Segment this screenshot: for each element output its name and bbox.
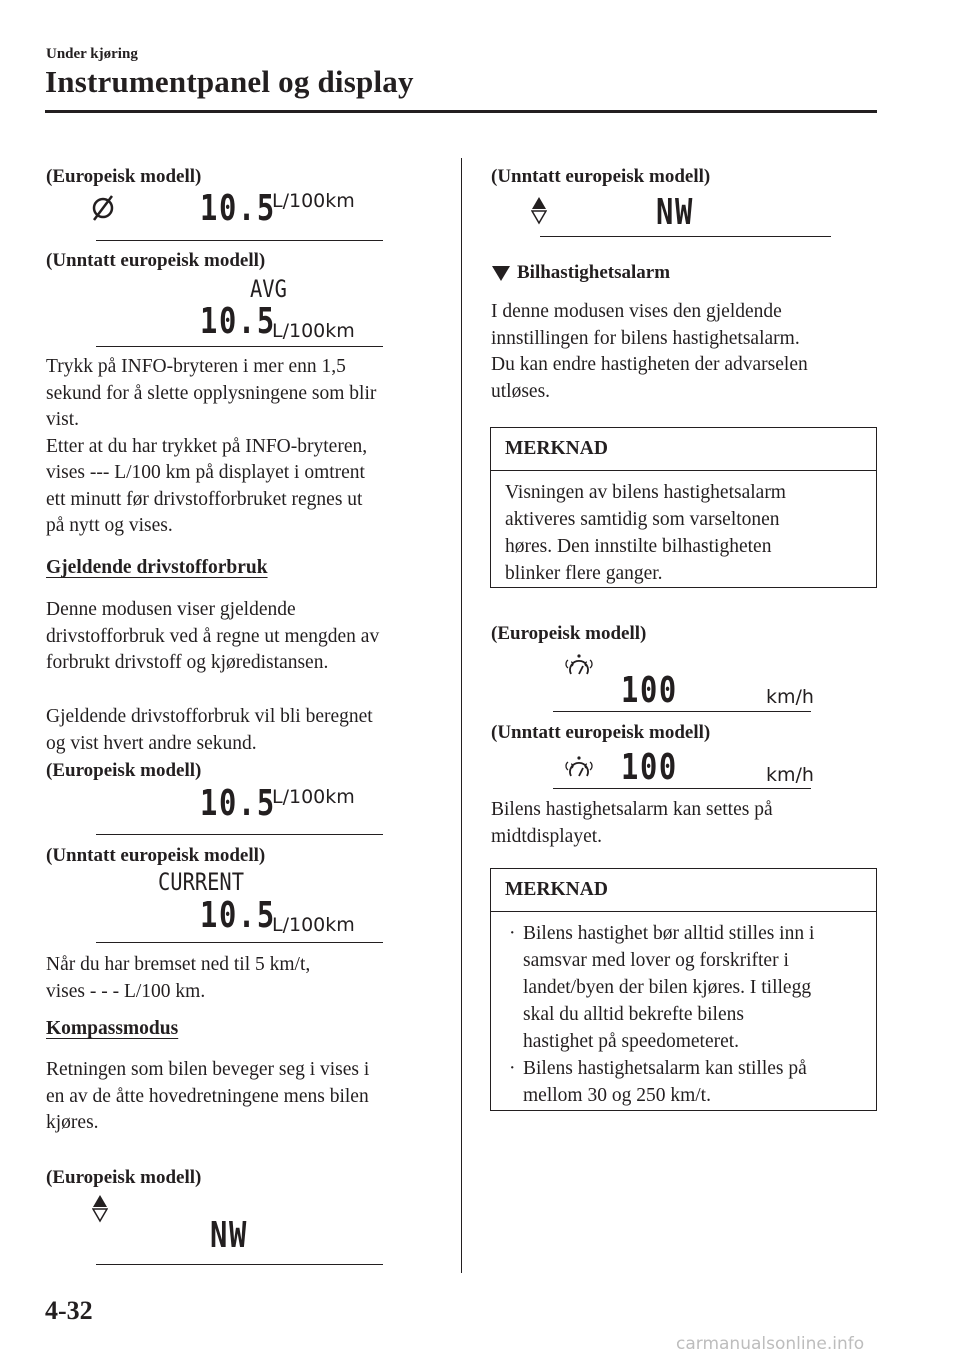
display-value: 10.5 [200,895,276,936]
caption-european-1: (Europeisk modell) [46,166,202,187]
paragraph-brake-note: Når du har bremset ned til 5 km/t, vises - - - L/100 km. [46,954,311,1002]
section-heading-speed-alarm: Bilhastighetsalarm [517,262,671,283]
paragraph-middisplay: Bilens hastighetsalarm kan settes på midtdisplayet. [491,799,773,847]
note-box-1 [490,427,877,588]
caption-european-4: (Europeisk modell) [491,623,647,644]
column-divider [461,158,462,1273]
compass-needle-icon [92,1194,108,1224]
caption-non-european-4: (Unntatt europeisk modell) [491,722,711,743]
display-rule [96,942,383,943]
diameter-icon [90,193,116,223]
note-body [491,912,876,1119]
compass-needle-icon [531,196,547,226]
display-unit: L/100km [272,320,355,342]
display-value: NW [210,1215,248,1256]
watermark: carmanualsonline.info [676,1334,865,1354]
display-value: 100 [621,670,678,711]
display-value: NW [656,192,694,233]
display-value: 10.5 [200,783,276,824]
display-rule [553,788,811,789]
caption-european-3: (Europeisk modell) [46,1167,202,1188]
caption-non-european-1: (Unntatt europeisk modell) [46,250,266,271]
display-rule [96,240,383,241]
display-value: 10.5 [200,301,276,342]
speed-alarm-gauge-icon [565,752,593,780]
display-rule [96,1264,383,1265]
display-unit: L/100km [272,786,355,808]
subheading-compass-mode: Kompassmodus [46,1018,179,1039]
note-heading: MERKNAD [491,428,876,471]
section-label: Under kjøring [46,46,138,62]
page-number: 4-32 [45,1296,93,1325]
page-title: Instrumentpanel og display [45,64,414,99]
caption-non-european-2: (Unntatt europeisk modell) [46,845,266,866]
display-unit: L/100km [272,914,355,936]
display-rule [540,236,831,237]
paragraph-speed-alarm: I denne modusen vises den gjeldende innstillingen for bilens hastighetsalarm. Du kan endre hastigheten der advarselen utløses. [491,301,808,402]
display-rule [96,834,383,835]
note-heading: MERKNAD [491,869,876,912]
display-unit: L/100km [272,190,355,212]
paragraph-current-mode: Denne modusen viser gjeldende drivstofforbruk ved å regne ut mengden av forbrukt drivstoff og kjøredistansen. [46,599,380,673]
display-unit: km/h [766,764,814,786]
paragraph-reset-info: Trykk på INFO-bryteren i mer enn 1,5 sekund for å slette opplysningene som blir vist. Etter at du har trykket på INFO-bryteren, vises --- L/100 km på displayet i omtrent ett minutt før drivstofforbruket regnes ut på nytt og vises. [46,356,377,536]
down-triangle-icon [491,264,511,282]
caption-european-2: (Europeisk modell) [46,760,202,781]
display-label-avg: AVG [250,275,287,303]
display-label-current: CURRENT [158,868,244,896]
display-value: 100 [621,747,678,788]
note-body: Visningen av bilens hastighetsalarm aktiveres samtidig som varseltonen høres. Den innstilte bilhastigheten blinker flere ganger. [505,482,786,584]
display-rule [96,346,383,347]
paragraph-compass: Retningen som bilen beveger seg i vises i en av de åtte hovedretningene mens bilen kjøres. [46,1059,370,1133]
caption-non-european-3: (Unntatt europeisk modell) [491,166,711,187]
note-box-2 [490,868,877,1111]
note-bullet: · Bilens hastighetsalarm kan stilles på mellom 30 og 250 km/t. [509,1058,807,1106]
speed-alarm-gauge-icon [565,650,593,678]
display-rule [553,711,811,712]
display-value: 10.5 [200,188,276,229]
subheading-current-consumption: Gjeldende drivstofforbruk [46,557,268,578]
header-rule [45,110,877,113]
note-bullet: · Bilens hastighet bør alltid stilles inn i samsvar med lover og forskrifter i landet/byen der bilen kjøres. I tillegg skal du alltid bekrefte bilens hastighet på speedometeret. [509,923,815,1052]
display-unit: km/h [766,686,814,708]
paragraph-update-rate: Gjeldende drivstofforbruk vil bli beregnet og vist hvert andre sekund. [46,706,373,754]
